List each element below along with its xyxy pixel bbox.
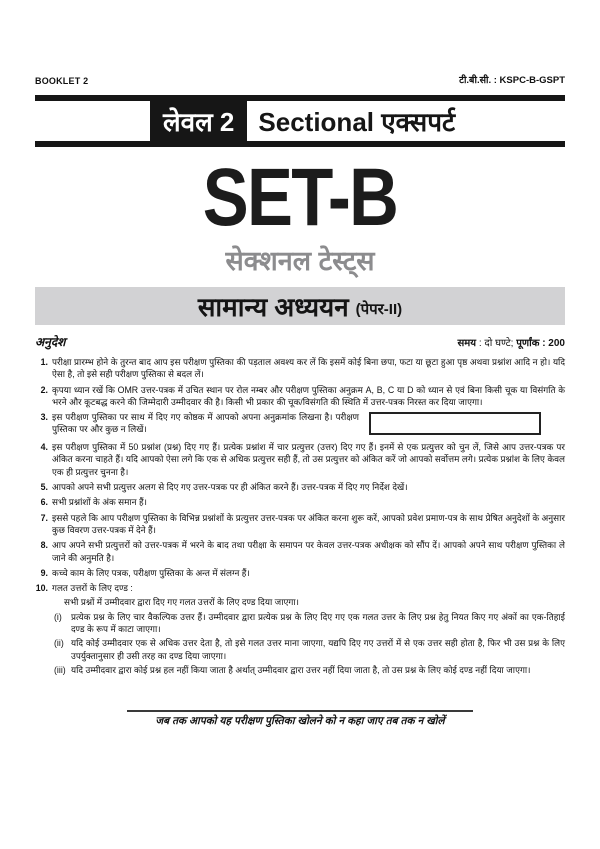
penalty-sub-text: प्रत्येक प्रश्न के लिए चार वैकल्पिक उत्तर हैं। उम्मीदवार द्वारा प्रत्येक प्रश्न के लिए दिए गए एक गलत उत्तर के लिए प्रश्न हेतु नियत किए गए अंकों का एक-तिहाई दण्ड के रूप में काटा जाएगा। bbox=[71, 611, 565, 635]
penalty-note: सभी प्रश्नों में उम्मीदवार द्वारा दिए गए गलत उत्तरों के लिए दण्ड दिया जाएगा। bbox=[64, 597, 299, 608]
instruction-text bbox=[52, 411, 565, 438]
time-label: समय bbox=[457, 338, 477, 349]
instruction-item bbox=[35, 512, 565, 537]
instruction-text bbox=[52, 441, 565, 478]
instruction-text bbox=[52, 539, 565, 564]
subject-title: सामान्य अध्ययन bbox=[197, 292, 349, 322]
instruction-text-content: कच्चे काम के लिए पत्रक, परीक्षण पुस्तिका के अन्त में संलग्न हैं। bbox=[52, 567, 250, 578]
time-value: : दो घण्टे; bbox=[476, 338, 517, 349]
series-banner-row bbox=[35, 101, 565, 141]
level-badge: लेवल 2 bbox=[150, 95, 247, 147]
penalty-sub-number: (i) bbox=[54, 611, 62, 622]
instruction-text-content: आपको अपने सभी प्रत्युत्तर अलग से दिए गए उत्तर-पत्रक पर ही अंकित करने हैं। उत्तर-पत्रक में दिए गए निर्देश देखें। bbox=[52, 482, 408, 493]
roll-number-box bbox=[369, 412, 541, 435]
instruction-item bbox=[35, 582, 565, 678]
top-meta-row bbox=[35, 72, 565, 86]
instruction-text-content: इस परीक्षण पुस्तिका में 50 प्रश्नांश (प्रश्न) दिए गए हैं। प्रत्येक प्रश्नांश में चार प्रत्युत्तर (उत्तर) दिए गए हैं। इनमें से एक प्रत्युत्तर को चुन लें, जिसे आप उत्तर-पत्रक पर अंकित करना चाहते हैं। यदि आपको ऐसा लगे कि एक से अधिक प्रत्युत्तर सही हैं, तो उस प्रत्युत्तर को अंकित करें जो आपको सर्वोत्तम लगे। प्रत्येक प्रश्नांश के लिए केवल एक ही प्रत्युत्तर चुनना है। bbox=[52, 442, 565, 477]
instruction-item bbox=[35, 567, 565, 579]
penalty-sub-text: यदि कोई उम्मीदवार एक से अधिक उत्तर देता है, तो इसे गलत उत्तर माना जाएगा, यद्यपि दिए गए उत्तरों में से एक उत्तर सही होता है, फिर भी उस प्रश्न के लिए उपर्युक्तानुसार ही उसी तरह का दण्ड दिया जाएगा। bbox=[71, 638, 565, 661]
instruction-text-content: आप अपने सभी प्रत्युत्तरों को उत्तर-पत्रक में भरने के बाद तथा परीक्षा के समापन पर केवल उत्तर-पत्रक अधीक्षक को सौंप दें। आपको अपने साथ परीक्षण पुस्तिका ले जाने की अनुमति है। bbox=[52, 540, 565, 563]
instruction-item bbox=[35, 481, 565, 493]
instruction-number: 1. bbox=[40, 357, 48, 367]
time-and-marks bbox=[458, 335, 565, 349]
instruction-text-content: इससे पहले कि आप परीक्षण पुस्तिका के विभिन्न प्रश्नांशों के प्रत्युत्तर उत्तर-पत्रक पर अंकित करना शुरू करें, आपको प्रवेश प्रमाण-पत्र के साथ प्रेषित अनुदेशों के अनुसार कुछ विवरण उत्तर-पत्रक में देने हैं। bbox=[52, 512, 565, 535]
set-title: SET-B bbox=[202, 152, 398, 243]
instruction-text bbox=[52, 384, 565, 409]
penalty-sub-number: (iii) bbox=[54, 664, 66, 675]
instruction-text bbox=[52, 481, 565, 493]
instruction-number: 3. bbox=[40, 412, 48, 423]
instructions-header-row bbox=[35, 333, 565, 350]
instruction-text bbox=[52, 582, 565, 678]
instruction-text-content: परीक्षा प्रारम्भ होने के तुरन्त बाद आप इस परीक्षण पुस्तिका की पड़ताल अवश्य कर लें कि इसमें कोई बिना छपा, फटा या छूटा हुआ पृष्ठ अथवा प्रश्नांश आदि न हो। यदि ऐसा है, तो इसे सही परीक्षण पुस्तिका से बदल लें। bbox=[52, 357, 565, 380]
instruction-item bbox=[35, 496, 565, 508]
instruction-item bbox=[35, 441, 565, 478]
instruction-text-content: इस परीक्षण पुस्तिका पर साथ में दिए गए कोष्ठक में आपको अपना अनुक्रमांक लिखना है। परीक्षण पुस्तिका पर और कुछ न लिखें। bbox=[52, 412, 359, 435]
instruction-text bbox=[52, 496, 565, 508]
instruction-text-content: गलत उत्तरों के लिए दण्ड : bbox=[52, 583, 133, 594]
instruction-number: 2. bbox=[40, 384, 48, 395]
instruction-number: 8. bbox=[40, 540, 48, 551]
paper-label: (पेपर-II) bbox=[355, 301, 403, 318]
instruction-item bbox=[35, 356, 565, 381]
marks-value: : 200 bbox=[539, 338, 565, 349]
instruction-item bbox=[35, 411, 565, 438]
instruction-text bbox=[52, 356, 565, 381]
instructions-list bbox=[35, 356, 565, 678]
instruction-number: 7. bbox=[40, 512, 48, 523]
instructions-heading: अनुदेश bbox=[35, 335, 66, 349]
booklet-number: BOOKLET 2 bbox=[35, 76, 89, 86]
instruction-text-content: सभी प्रश्नांशों के अंक समान हैं। bbox=[52, 497, 147, 508]
instruction-text-content: कृपया ध्यान रखें कि OMR उत्तर-पत्रक में उचित स्थान पर रोल नम्बर और परीक्षण पुस्तिका अनुक्रम A, B, C या D को ध्यान से एवं बिना किसी चूक या विसंगति के भरने और कूटबद्ध करने की जिम्मेदारी उम्मीदवार की है। किसी भी प्रकार की चूक/विसंगति की स्थिति में उत्तर-पत्रक निरस्त कर दिया जाएगा। bbox=[52, 384, 565, 407]
instruction-number: 4. bbox=[40, 442, 48, 453]
instruction-text bbox=[52, 567, 565, 579]
footer bbox=[35, 710, 565, 728]
test-booklet-code: टी.बी.सी. : KSPC-B-GSPT bbox=[459, 75, 565, 86]
instruction-number: 10. bbox=[35, 583, 48, 594]
penalty-sub-number: (ii) bbox=[54, 638, 64, 649]
series-title: Sectional एक्सपर्ट bbox=[258, 107, 456, 137]
series-banner bbox=[35, 95, 565, 147]
subject-band bbox=[35, 287, 565, 325]
do-not-open-warning: जब तक आपको यह परीक्षण पुस्तिका खोलने को न कहा जाए तब तक न खोलें bbox=[155, 715, 445, 728]
marks-label: पूर्णांक bbox=[516, 338, 540, 349]
instruction-number: 9. bbox=[40, 567, 48, 578]
set-subtitle: सेक्शनल टेस्ट्स bbox=[225, 246, 375, 276]
instruction-item bbox=[35, 539, 565, 564]
instruction-number: 5. bbox=[40, 482, 48, 493]
instruction-item bbox=[35, 384, 565, 409]
penalty-sub-list bbox=[54, 611, 565, 676]
penalty-sub-item bbox=[54, 664, 565, 676]
footer-divider bbox=[127, 710, 473, 712]
instruction-text bbox=[52, 512, 565, 537]
penalty-sub-item bbox=[54, 611, 565, 636]
penalty-sub-item bbox=[54, 637, 565, 662]
penalty-sub-text: यदि उम्मीदवार द्वारा कोई प्रश्न हल नहीं किया जाता है अर्थात् उम्मीदवार द्वारा उत्तर नहीं दिया जाता है, तो उस प्रश्न के लिए कोई दण्ड नहीं दिया जाएगा। bbox=[71, 664, 531, 675]
instruction-number: 6. bbox=[40, 497, 48, 508]
